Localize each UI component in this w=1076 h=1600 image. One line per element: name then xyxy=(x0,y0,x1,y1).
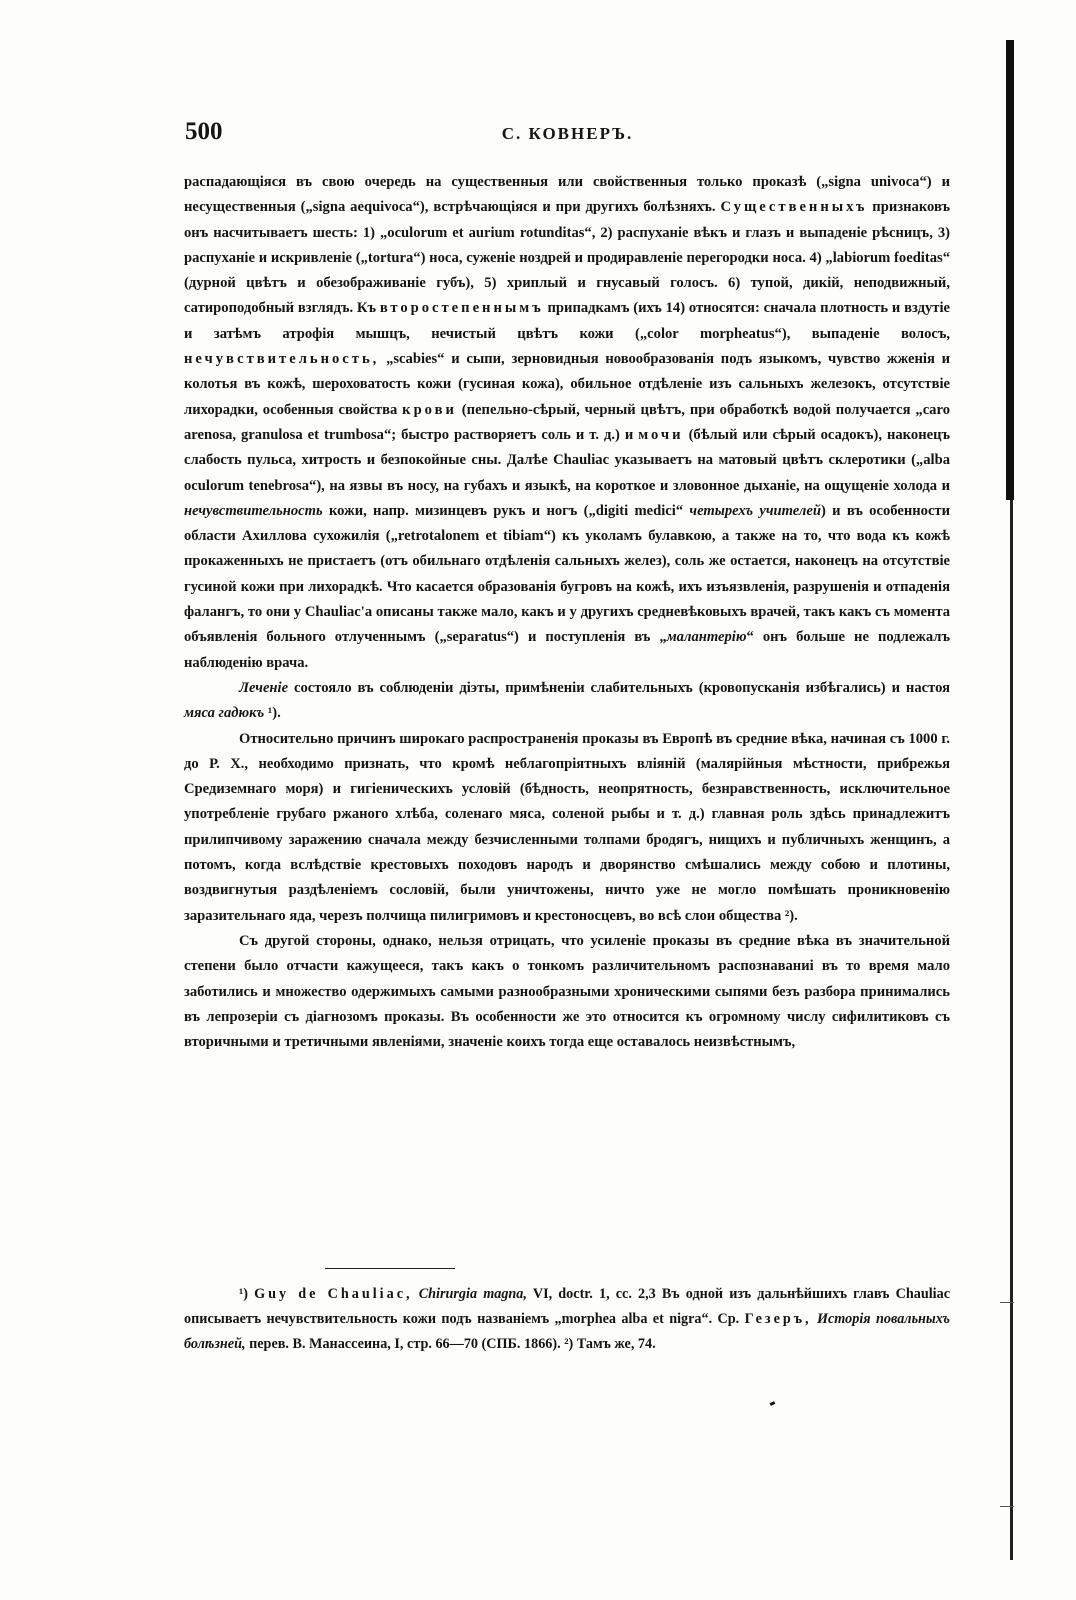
text-span: (пепельно-сѣрый, черный цвѣтъ, при обработкѣ водой получается „caro arenosa, granulosa et trumbosa“; быстро растворяетъ соль и т. д.) и xyxy=(184,401,950,443)
text-span: кожи, напр. мизинцевъ рукъ и ногъ („digiti medici“ xyxy=(322,502,690,519)
spaced-term: крови xyxy=(402,401,457,418)
text-span: ¹) xyxy=(239,1286,255,1302)
italic-term: мяса гадюкъ xyxy=(184,705,265,722)
text-span: (бѣлый или сѣрый осадокъ), наконецъ слабость пульса, хитрость и безпокойные сны. Далѣе Chauliac указываетъ на матовый цвѣтъ склеротики („alba oculorum tenebrosa“), на язвы въ носу, на губахъ и языкѣ, на короткое и зловонное дыханiе, на ощущенiе холода и xyxy=(184,426,950,494)
page-header xyxy=(185,118,950,158)
footnote-separator xyxy=(325,1268,455,1269)
footnote-1 xyxy=(184,1282,950,1357)
italic-term: нечувствительность xyxy=(184,502,323,519)
text-span: VI, doctr. 1, cc. 2,3 Въ одной изъ дальнѣйшихъ главъ Chauliac описываетъ нечувствительность кожи подъ названiемъ „morphea albа et nigra“. Ср. xyxy=(184,1286,950,1327)
italic-term: малантерiю xyxy=(666,629,747,646)
text-span: признаковъ онъ насчитываетъ шесть: 1) „oculorum et aurium rotunditas“, 2) распуханiе вѣкъ и глазъ и выпаденiе рѣсницъ, 3) распуханiе и искривленiе („tortura“) носа, суженiе ноздрей и продиравленiе перегородки носа. 4) „labiorum foeditas“ (дурной цвѣтъ и обезображиванiе губъ), 5) хриплый и гнусавый голосъ. 6) тупой, дикiй, неподвижный, сатироподобный взглядъ. Къ xyxy=(184,199,950,317)
spaced-term: второстепеннымъ xyxy=(379,300,544,317)
margin-tick xyxy=(1000,1302,1014,1303)
text-span: состояло въ соблюденiи дiэты, примѣненiи слабительныхъ (кровопусканiя избѣгались) и настоя xyxy=(288,679,950,696)
paragraph-1 xyxy=(184,170,950,676)
text-span: ) и въ особенности области Ахиллова сухожилiя („retrotalonem et tibiam“) къ уколамъ булавкою, а также на то, что вода къ кожѣ прокаженныхъ не пристаетъ (отъ обильнаго отдѣленiя сальныхъ желез), соль же остается, наконецъ на отсутствiе гусиной кожи при лихорадкѣ. Что касается образованiя бугровъ на кожѣ, ихъ изъязвленiя, разрушенiя и отпаденiя фалангъ, то они у Chauliac'а описаны также мало, какъ и у другихъ средневѣковыхъ врачей, такъ какъ съ момента объявленiя больного отлученнымъ („separatus“) и поступленiя въ „ xyxy=(184,502,950,646)
text-span: перев. В. Манассеина, I, стр. 66—70 (СПБ. 1866). ²) Тамъ же, 74. xyxy=(245,1336,656,1352)
text-span: “ онъ больше не подлежалъ наблюденiю врача. xyxy=(184,629,951,671)
text-span: припадкамъ (ихъ 14) относятся: сначала плотность и вздутiе и затѣмъ атрофiя мышцъ, нечистый цвѣтъ кожи („color morpheatus“), выпаденiе волосъ, xyxy=(184,300,951,342)
footnotes xyxy=(184,1282,950,1357)
spaced-term: нечувствительность, xyxy=(184,351,380,368)
spaced-term: Существенныхъ xyxy=(720,199,868,216)
page-number: 500 xyxy=(185,118,223,145)
text-span: ¹). xyxy=(264,705,281,722)
italic-term: Леченiе xyxy=(239,679,289,696)
ink-speck xyxy=(770,1401,776,1406)
text-span: „scabies“ и сыпи, зерновидныя новообразованiя подъ языкомъ, чувство жженiя и колотья въ кожѣ, шероховатость кожи (гусиная кожа), обильное отдѣленiе изъ сальныхъ железокъ, отсутствiе лихорадки, особенныя свойства xyxy=(184,351,950,418)
paragraph-3: Относительно причинъ широкаго распространенiя проказы въ Европѣ въ средние вѣка, начиная съ 1000 г. до Р. Х., необходимо признать, что кромѣ неблагопрiятныхъ влiянiй (малярiйныя мѣстности, прибрежья Средиземнаго моря) и гигiеническихъ условiй (бѣдность, неопрятность, безнравственность, исключительное употребленiе грубаго ржаного хлѣба, соленаго мяса, соленой рыбы и т. д.) главная роль здѣсь принадлежитъ прилипчивому заражению сначала между безчисленными толпами бродягъ, нищихъ и публичныхъ женщинъ, а потомъ, когда вслѣдствiе крестовыхъ походовъ народъ и дворянство смѣшались между собою и плотины, воздвигнутыя раздѣленiемъ сословiй, были уничтожены, ничто уже не могло помѣшать проникновенiю заразительнаго яда, черезъ полчища пилигримовъ и крестоносцевъ, во всѣ слои общества ²). xyxy=(184,730,950,924)
italic-term: Исторiя повальныхъ болѣзней, xyxy=(184,1311,950,1352)
text-span: распадающiяся въ свою очередь на существенныя или свойственныя только проказѣ („signa univoca“) и несущественныя („signa aequivoca“), встрѣчающiяся и при другихъ болѣзняхъ. xyxy=(184,174,950,216)
main-text xyxy=(184,170,950,1055)
scan-edge-bar xyxy=(1006,40,1014,500)
spaced-term: мочи xyxy=(638,426,684,443)
paragraph-2 xyxy=(184,676,950,727)
paragraph-4: Съ другой стороны, однако, нельзя отрицать, что усиленiе проказы въ средние вѣка въ значительной степени было отчасти кажущееся, такъ какъ о тонкомъ различительномъ распознаваниi въ то время мало заботились и множество одержимыхъ самыми разнообразными хроническими сыпями безъ разбора принимались въ лепрозерiи съ дiагнозомъ проказы. Въ особенности же это относится къ огромному числу сифилитиковъ съ вторичными и третичными явленiями, значенiе коихъ тогда еще оставалось неизвѣстнымъ, xyxy=(184,932,950,1051)
italic-term: четырехъ учителей xyxy=(689,502,821,519)
margin-tick xyxy=(1000,1506,1014,1507)
spaced-term: Гезеръ, xyxy=(744,1311,812,1327)
running-head: С. КОВНЕРЪ. xyxy=(501,124,634,143)
scan-edge-line xyxy=(1010,500,1013,1560)
italic-term: Chirurgia magna, xyxy=(418,1286,527,1302)
spaced-term: Guy de Chauliac, xyxy=(254,1286,413,1302)
